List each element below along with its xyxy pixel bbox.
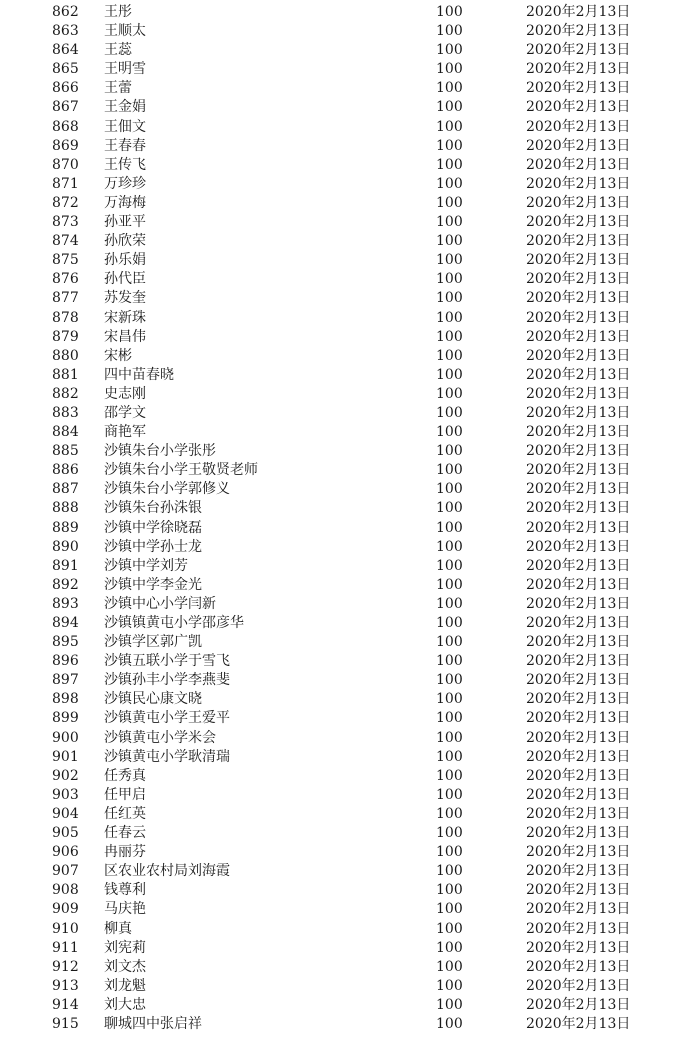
row-number: 915: [52, 1015, 79, 1032]
row-score: 100: [436, 977, 463, 994]
row-number: 876: [52, 271, 79, 288]
row-date: 2020年2月13日: [526, 42, 631, 59]
row-score: 100: [436, 825, 463, 842]
row-name: 万海梅: [104, 194, 146, 211]
row-number: 903: [52, 786, 79, 803]
row-date: 2020年2月13日: [526, 519, 631, 536]
table-row: [0, 60, 700, 79]
row-date: 2020年2月13日: [526, 80, 631, 97]
row-score: 100: [436, 653, 463, 670]
table-row: [0, 614, 700, 633]
row-score: 100: [436, 481, 463, 498]
row-score: 100: [436, 137, 463, 154]
row-name: 孙亚平: [104, 214, 146, 231]
row-score: 100: [436, 595, 463, 612]
row-score: 100: [436, 1015, 463, 1032]
table-row: [0, 499, 700, 518]
row-score: 100: [436, 615, 463, 631]
row-score: 100: [436, 863, 463, 880]
roster-table: [0, 3, 700, 1034]
row-date: 2020年2月13日: [526, 404, 631, 421]
row-name: 马庆艳: [104, 901, 146, 918]
row-number: 911: [52, 939, 79, 956]
row-score: 100: [436, 4, 463, 20]
row-date: 2020年2月13日: [526, 347, 631, 364]
row-date: 2020年2月13日: [526, 691, 631, 708]
row-name: 刘龙魁: [104, 977, 146, 994]
row-score: 100: [436, 194, 463, 211]
row-name: 沙镇朱台小学张彤: [104, 443, 216, 460]
table-row: [0, 423, 700, 442]
row-score: 100: [436, 729, 463, 746]
row-name: 刘宪莉: [104, 939, 146, 956]
row-number: 898: [52, 691, 79, 708]
row-name: 柳真: [104, 920, 132, 937]
table-row: [0, 328, 700, 347]
row-date: 2020年2月13日: [526, 23, 631, 40]
row-number: 905: [52, 825, 79, 842]
row-date: 2020年2月13日: [526, 538, 631, 555]
row-score: 100: [436, 252, 463, 269]
row-date: 2020年2月13日: [526, 557, 631, 574]
row-name: 钱尊利: [104, 882, 146, 899]
row-date: 2020年2月13日: [526, 233, 631, 250]
row-number: 889: [52, 519, 79, 536]
table-row: [0, 347, 700, 366]
table-row: [0, 996, 700, 1015]
row-number: 872: [52, 194, 79, 211]
table-row: [0, 194, 700, 213]
table-row: [0, 442, 700, 461]
row-name: 沙镇民心康文晓: [104, 691, 202, 708]
row-number: 863: [52, 23, 79, 40]
table-row: [0, 805, 700, 824]
row-score: 100: [436, 786, 463, 803]
row-date: 2020年2月13日: [526, 996, 631, 1013]
row-number: 873: [52, 214, 79, 231]
row-number: 880: [52, 347, 79, 364]
row-score: 100: [436, 519, 463, 536]
row-number: 869: [52, 137, 79, 154]
table-row: [0, 232, 700, 251]
row-date: 2020年2月13日: [526, 137, 631, 154]
row-date: 2020年2月13日: [526, 977, 631, 994]
row-name: 沙镇黄屯小学米会: [104, 729, 216, 746]
table-row: [0, 156, 700, 175]
row-score: 100: [436, 901, 463, 918]
table-row: [0, 309, 700, 328]
row-date: 2020年2月13日: [526, 901, 631, 918]
row-score: 100: [436, 805, 463, 822]
row-number: 894: [52, 615, 79, 631]
row-score: 100: [436, 767, 463, 784]
row-score: 100: [436, 500, 463, 517]
row-name: 王佃文: [104, 118, 146, 135]
row-name: 刘大忠: [104, 996, 146, 1013]
table-row: [0, 385, 700, 404]
table-row: [0, 633, 700, 652]
row-name: 沙镇孙丰小学李燕斐: [104, 672, 230, 689]
row-date: 2020年2月13日: [526, 729, 631, 746]
row-name: 王春春: [104, 137, 146, 154]
row-name: 王明雪: [104, 61, 146, 78]
table-row: [0, 958, 700, 977]
row-date: 2020年2月13日: [526, 576, 631, 593]
row-date: 2020年2月13日: [526, 634, 631, 651]
row-score: 100: [436, 844, 463, 861]
row-date: 2020年2月13日: [526, 748, 631, 765]
row-score: 100: [436, 672, 463, 689]
row-date: 2020年2月13日: [526, 462, 631, 479]
table-row: [0, 404, 700, 423]
row-number: 890: [52, 538, 79, 555]
table-row: [0, 519, 700, 538]
table-row: [0, 939, 700, 958]
row-date: 2020年2月13日: [526, 214, 631, 231]
row-date: 2020年2月13日: [526, 385, 631, 402]
row-score: 100: [436, 920, 463, 937]
row-number: 892: [52, 576, 79, 593]
row-number: 906: [52, 844, 79, 861]
row-number: 883: [52, 404, 79, 421]
row-number: 885: [52, 443, 79, 460]
row-name: 任红英: [104, 805, 146, 822]
row-name: 区农业农村局刘海霞: [104, 863, 230, 880]
row-score: 100: [436, 347, 463, 364]
row-date: 2020年2月13日: [526, 61, 631, 78]
row-name: 邵学文: [104, 404, 146, 421]
row-number: 908: [52, 882, 79, 899]
table-row: [0, 748, 700, 767]
row-date: 2020年2月13日: [526, 672, 631, 689]
row-name: 沙镇中学徐晓磊: [104, 519, 202, 536]
row-number: 895: [52, 634, 79, 651]
row-score: 100: [436, 710, 463, 727]
row-score: 100: [436, 691, 463, 708]
row-name: 王金娟: [104, 99, 146, 116]
row-number: 891: [52, 557, 79, 574]
row-date: 2020年2月13日: [526, 99, 631, 116]
table-row: [0, 900, 700, 919]
row-score: 100: [436, 443, 463, 460]
row-date: 2020年2月13日: [526, 309, 631, 326]
row-number: 914: [52, 996, 79, 1013]
row-score: 100: [436, 233, 463, 250]
row-date: 2020年2月13日: [526, 1015, 631, 1032]
row-number: 866: [52, 80, 79, 97]
row-number: 867: [52, 99, 79, 116]
row-name: 苏发奎: [104, 290, 146, 307]
row-name: 刘文杰: [104, 958, 146, 975]
table-row: [0, 671, 700, 690]
row-number: 887: [52, 481, 79, 498]
row-name: 沙镇中学刘芳: [104, 557, 188, 574]
table-row: [0, 862, 700, 881]
table-row: [0, 920, 700, 939]
row-date: 2020年2月13日: [526, 194, 631, 211]
row-date: 2020年2月13日: [526, 920, 631, 937]
table-row: [0, 22, 700, 41]
row-date: 2020年2月13日: [526, 710, 631, 727]
row-score: 100: [436, 538, 463, 555]
table-row: [0, 729, 700, 748]
row-date: 2020年2月13日: [526, 882, 631, 899]
table-row: [0, 3, 700, 22]
row-number: 904: [52, 805, 79, 822]
row-number: 900: [52, 729, 79, 746]
row-number: 864: [52, 42, 79, 59]
row-date: 2020年2月13日: [526, 4, 631, 20]
row-score: 100: [436, 366, 463, 383]
row-number: 871: [52, 175, 79, 192]
table-row: [0, 595, 700, 614]
row-score: 100: [436, 385, 463, 402]
row-date: 2020年2月13日: [526, 290, 631, 307]
table-row: [0, 767, 700, 786]
row-name: 孙欣荣: [104, 233, 146, 250]
row-number: 878: [52, 309, 79, 326]
table-row: [0, 137, 700, 156]
row-date: 2020年2月13日: [526, 424, 631, 441]
row-name: 宋新珠: [104, 309, 146, 326]
table-row: [0, 786, 700, 805]
row-date: 2020年2月13日: [526, 958, 631, 975]
table-row: [0, 461, 700, 480]
row-score: 100: [436, 309, 463, 326]
table-row: [0, 270, 700, 289]
row-name: 沙镇黄屯小学耿清瑞: [104, 748, 230, 765]
table-row: [0, 251, 700, 270]
row-score: 100: [436, 118, 463, 135]
row-name: 沙镇朱台孙洙银: [104, 500, 202, 517]
table-row: [0, 41, 700, 60]
row-number: 888: [52, 500, 79, 517]
row-score: 100: [436, 328, 463, 345]
row-date: 2020年2月13日: [526, 805, 631, 822]
row-name: 史志刚: [104, 385, 146, 402]
row-score: 100: [436, 80, 463, 97]
row-score: 100: [436, 271, 463, 288]
row-score: 100: [436, 939, 463, 956]
table-row: [0, 557, 700, 576]
row-score: 100: [436, 557, 463, 574]
row-name: 任甲启: [104, 786, 146, 803]
table-row: [0, 98, 700, 117]
table-row: [0, 366, 700, 385]
row-date: 2020年2月13日: [526, 118, 631, 135]
row-name: 王顺太: [104, 23, 146, 40]
row-number: 870: [52, 156, 79, 173]
row-number: 899: [52, 710, 79, 727]
row-date: 2020年2月13日: [526, 271, 631, 288]
table-row: [0, 824, 700, 843]
row-number: 896: [52, 653, 79, 670]
row-number: 909: [52, 901, 79, 918]
row-name: 沙镇中学孙士龙: [104, 538, 202, 555]
row-number: 862: [52, 4, 79, 20]
row-score: 100: [436, 23, 463, 40]
row-score: 100: [436, 156, 463, 173]
row-date: 2020年2月13日: [526, 844, 631, 861]
row-name: 万珍珍: [104, 175, 146, 192]
row-number: 886: [52, 462, 79, 479]
row-name: 任春云: [104, 825, 146, 842]
row-number: 884: [52, 424, 79, 441]
table-row: [0, 213, 700, 232]
table-row: [0, 709, 700, 728]
row-date: 2020年2月13日: [526, 767, 631, 784]
row-name: 宋昌伟: [104, 328, 146, 345]
row-date: 2020年2月13日: [526, 653, 631, 670]
row-score: 100: [436, 290, 463, 307]
row-name: 商艳军: [104, 424, 146, 441]
row-name: 王彤: [104, 4, 132, 20]
row-score: 100: [436, 576, 463, 593]
row-name: 沙镇黄屯小学王爱平: [104, 710, 230, 727]
row-number: 901: [52, 748, 79, 765]
row-number: 893: [52, 595, 79, 612]
row-number: 897: [52, 672, 79, 689]
row-name: 王蕾: [104, 80, 132, 97]
row-score: 100: [436, 99, 463, 116]
row-date: 2020年2月13日: [526, 366, 631, 383]
row-score: 100: [436, 424, 463, 441]
table-row: [0, 1015, 700, 1034]
row-number: 875: [52, 252, 79, 269]
row-score: 100: [436, 462, 463, 479]
row-number: 913: [52, 977, 79, 994]
row-score: 100: [436, 214, 463, 231]
table-row: [0, 480, 700, 499]
row-name: 孙乐娟: [104, 252, 146, 269]
row-date: 2020年2月13日: [526, 615, 631, 631]
table-row: [0, 652, 700, 671]
row-number: 910: [52, 920, 79, 937]
row-score: 100: [436, 175, 463, 192]
row-date: 2020年2月13日: [526, 252, 631, 269]
row-date: 2020年2月13日: [526, 863, 631, 880]
row-score: 100: [436, 634, 463, 651]
row-score: 100: [436, 748, 463, 765]
row-date: 2020年2月13日: [526, 939, 631, 956]
row-name: 孙代臣: [104, 271, 146, 288]
row-name: 王蕊: [104, 42, 132, 59]
row-score: 100: [436, 61, 463, 78]
row-name: 沙镇镇黄屯小学邵彦华: [104, 615, 244, 631]
table-row: [0, 843, 700, 862]
row-number: 882: [52, 385, 79, 402]
row-number: 877: [52, 290, 79, 307]
row-date: 2020年2月13日: [526, 500, 631, 517]
table-row: [0, 576, 700, 595]
row-name: 沙镇中心小学闫新: [104, 595, 216, 612]
row-number: 881: [52, 366, 79, 383]
row-number: 868: [52, 118, 79, 135]
row-name: 王传飞: [104, 156, 146, 173]
table-row: [0, 289, 700, 308]
table-row: [0, 79, 700, 98]
row-number: 874: [52, 233, 79, 250]
row-name: 沙镇中学李金光: [104, 576, 202, 593]
table-row: [0, 881, 700, 900]
row-number: 907: [52, 863, 79, 880]
row-name: 四中苗春晓: [104, 366, 174, 383]
row-date: 2020年2月13日: [526, 156, 631, 173]
row-name: 沙镇朱台小学王敬贤老师: [104, 462, 258, 479]
row-score: 100: [436, 404, 463, 421]
row-date: 2020年2月13日: [526, 328, 631, 345]
row-date: 2020年2月13日: [526, 786, 631, 803]
row-score: 100: [436, 42, 463, 59]
table-row: [0, 690, 700, 709]
table-row: [0, 977, 700, 996]
row-date: 2020年2月13日: [526, 595, 631, 612]
row-name: 任秀真: [104, 767, 146, 784]
row-name: 聊城四中张启祥: [104, 1015, 202, 1032]
row-name: 沙镇学区郭广凯: [104, 634, 202, 651]
row-score: 100: [436, 882, 463, 899]
table-row: [0, 118, 700, 137]
row-date: 2020年2月13日: [526, 443, 631, 460]
table-row: [0, 175, 700, 194]
table-row: [0, 538, 700, 557]
row-score: 100: [436, 996, 463, 1013]
row-name: 宋彬: [104, 347, 132, 364]
row-date: 2020年2月13日: [526, 825, 631, 842]
row-number: 865: [52, 61, 79, 78]
row-number: 902: [52, 767, 79, 784]
row-name: 沙镇朱台小学郭修义: [104, 481, 230, 498]
row-number: 879: [52, 328, 79, 345]
row-score: 100: [436, 958, 463, 975]
row-name: 沙镇五联小学于雪飞: [104, 653, 230, 670]
row-date: 2020年2月13日: [526, 481, 631, 498]
row-number: 912: [52, 958, 79, 975]
row-name: 冉丽芬: [104, 844, 146, 861]
row-date: 2020年2月13日: [526, 175, 631, 192]
